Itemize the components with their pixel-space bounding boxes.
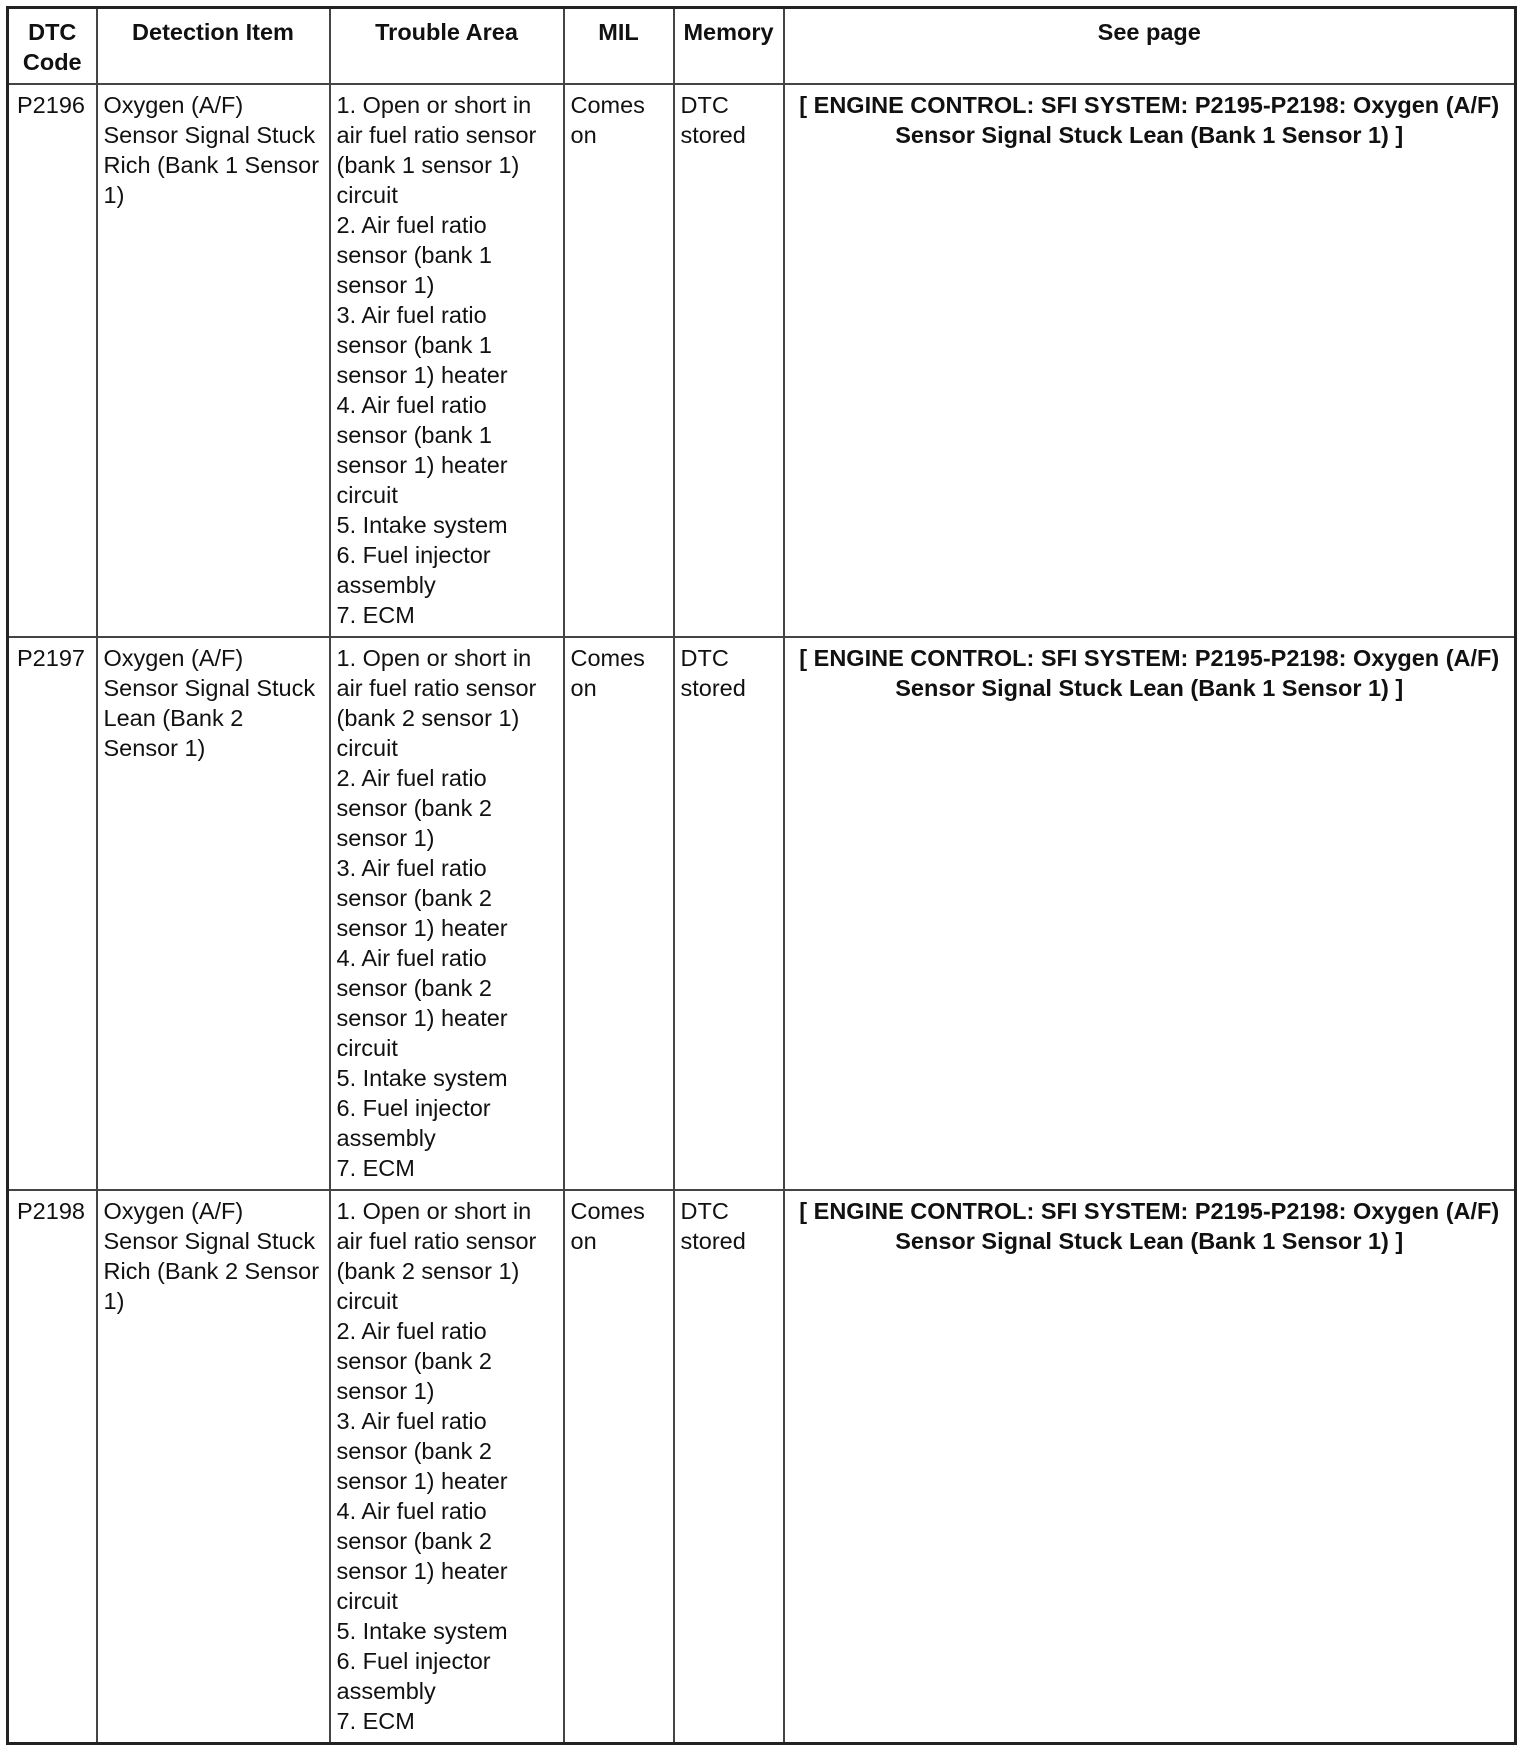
memory-status: DTC stored	[674, 1190, 784, 1744]
header-mil: MIL	[564, 8, 674, 85]
table-row	[8, 84, 1516, 637]
see-page-link[interactable]: [ ENGINE CONTROL: SFI SYSTEM: P2195-P2198: Oxygen (A/F) Sensor Signal Stuck Lean (Bank 1 Sensor 1) ]	[784, 1190, 1516, 1744]
trouble-area-item: 5. Intake system	[336, 512, 508, 538]
header-detection-item: Detection Item	[97, 8, 330, 85]
trouble-area-item: 3. Air fuel ratio sensor (bank 1 sensor 1) heater	[336, 302, 508, 388]
see-page-link[interactable]: [ ENGINE CONTROL: SFI SYSTEM: P2195-P2198: Oxygen (A/F) Sensor Signal Stuck Lean (Bank 1 Sensor 1) ]	[784, 637, 1516, 1190]
trouble-area-item: 4. Air fuel ratio sensor (bank 2 sensor 1) heater circuit	[336, 1498, 508, 1614]
memory-status: DTC stored	[674, 637, 784, 1190]
trouble-area-item: 3. Air fuel ratio sensor (bank 2 sensor 1) heater	[336, 855, 508, 941]
trouble-area-item: 1. Open or short in air fuel ratio sensor (bank 2 sensor 1) circuit	[336, 645, 537, 761]
header-see-page: See page	[784, 8, 1516, 85]
dtc-code: P2198	[8, 1190, 97, 1744]
trouble-area	[330, 1190, 564, 1744]
header-trouble-area: Trouble Area	[330, 8, 564, 85]
header-dtc-code: DTC Code	[8, 8, 97, 85]
header-row	[8, 8, 1516, 85]
trouble-area-item: 2. Air fuel ratio sensor (bank 2 sensor 1)	[336, 765, 492, 851]
trouble-area-item: 2. Air fuel ratio sensor (bank 2 sensor 1)	[336, 1318, 492, 1404]
trouble-area-item: 4. Air fuel ratio sensor (bank 1 sensor 1) heater circuit	[336, 392, 508, 508]
mil-status: Comes on	[564, 1190, 674, 1744]
trouble-area-item: 3. Air fuel ratio sensor (bank 2 sensor 1) heater	[336, 1408, 508, 1494]
trouble-area-item: 5. Intake system	[336, 1065, 508, 1091]
trouble-area-item: 6. Fuel injector assembly	[336, 1095, 491, 1151]
trouble-area-item: 7. ECM	[336, 602, 415, 628]
see-page-link[interactable]: [ ENGINE CONTROL: SFI SYSTEM: P2195-P2198: Oxygen (A/F) Sensor Signal Stuck Lean (Bank 1 Sensor 1) ]	[784, 84, 1516, 637]
trouble-area-item: 5. Intake system	[336, 1618, 508, 1644]
detection-item: Oxygen (A/F) Sensor Signal Stuck Rich (Bank 2 Sensor 1)	[97, 1190, 330, 1744]
table-row	[8, 1190, 1516, 1744]
trouble-area-item: 6. Fuel injector assembly	[336, 542, 491, 598]
mil-status: Comes on	[564, 637, 674, 1190]
dtc-code: P2197	[8, 637, 97, 1190]
trouble-area-item: 6. Fuel injector assembly	[336, 1648, 491, 1704]
memory-status: DTC stored	[674, 84, 784, 637]
trouble-area-item: 7. ECM	[336, 1155, 415, 1181]
table-row	[8, 637, 1516, 1190]
detection-item: Oxygen (A/F) Sensor Signal Stuck Lean (Bank 2 Sensor 1)	[97, 637, 330, 1190]
trouble-area	[330, 637, 564, 1190]
trouble-area-item: 1. Open or short in air fuel ratio sensor (bank 1 sensor 1) circuit	[336, 92, 537, 208]
trouble-area-item: 7. ECM	[336, 1708, 415, 1734]
trouble-area	[330, 84, 564, 637]
mil-status: Comes on	[564, 84, 674, 637]
trouble-area-item: 4. Air fuel ratio sensor (bank 2 sensor 1) heater circuit	[336, 945, 508, 1061]
trouble-area-item: 1. Open or short in air fuel ratio sensor (bank 2 sensor 1) circuit	[336, 1198, 537, 1314]
trouble-area-item: 2. Air fuel ratio sensor (bank 1 sensor 1)	[336, 212, 492, 298]
dtc-code: P2196	[8, 84, 97, 637]
header-memory: Memory	[674, 8, 784, 85]
detection-item: Oxygen (A/F) Sensor Signal Stuck Rich (Bank 1 Sensor 1)	[97, 84, 330, 637]
dtc-table	[6, 6, 1517, 1745]
